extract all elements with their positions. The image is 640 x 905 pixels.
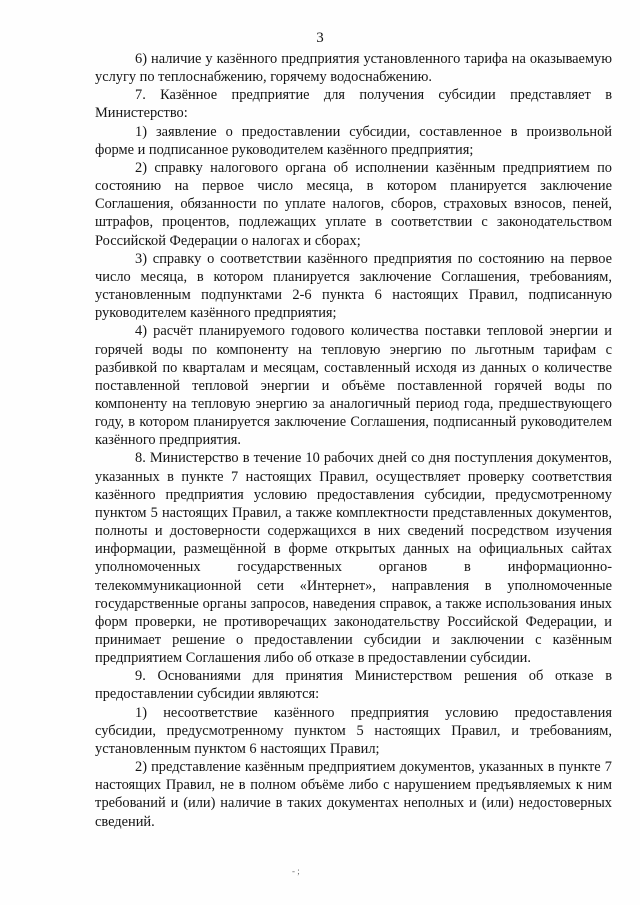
paragraph-item-9-1: 1) несоответствие казённого предприятия условию предоставления субсидии, предусмотренному пунктом 5 настоящих Правил, и требованиям, установленным пунктом 6 настоящих Правил; [95,704,612,757]
paragraph-item-9-2: 2) представление казённым предприятием документов, указанных в пункте 7 настоящих Правил, не в полном объёме либо с нарушением предъявляемых к ним требований и (или) наличие в таких документах неполных и (или) недостоверных сведений. [95,759,612,830]
paragraph-item-7-2: 2) справку налогового органа об исполнении казённым предприятием по состоянию на первое число месяца, в котором планируется заключение Соглашения, обязанности по уплате налогов, сборов, страховых взносов, пеней, штрафов, процентов, подлежащих уплате в соответствии с законодательством Российской Федерации о налогах и сборах; [95,159,612,249]
paragraph-item-7-1: 1) заявление о предоставлении субсидии, составленное в произвольной форме и подписанное руководителем казённого предприятия; [95,123,612,158]
paragraph-clause-9: 9. Основаниями для принятия Министерством решения об отказе в предоставлении субсидии являются: [95,668,612,703]
paragraph-item-7-3: 3) справку о соответствии казённого предприятия по состоянию на первое число месяца, в котором планируется заключение Соглашения, требованиям, установленным подпунктами 2-6 пункта 6 настоящих Правил, подписанную руководителем казённого предприятия; [95,250,612,322]
paragraph-item-7-4: 4) расчёт планируемого годового количества поставки тепловой энергии и горячей воды по компоненту на тепловую энергию по льготным тарифам с разбивкой по кварталам и месяцам, составленный исходя из данных о количестве поставленной тепловой энергии и объёме поставленной горячей воды по компоненту на тепловую энергию за аналогичный период года, предшествующего году, в котором планируется заключение Соглашения, подписанный руководителем казённого предприятия. [95,323,612,449]
paragraph-item-6: 6) наличие у казённого предприятия установленного тарифа на оказываемую услугу по теплоснабжению, горячему водоснабжению. [95,51,612,86]
page-number: 3 [316,30,324,46]
paragraph-clause-7: 7. Казённое предприятие для получения субсидии представляет в Министерство: [95,87,612,122]
scan-artifact: - ; [292,866,300,876]
document-body [95,50,612,831]
paragraph-clause-8: 8. Министерство в течение 10 рабочих дней со дня поступления документов, указанных в пункте 7 настоящих Правил, осуществляет проверку соответствия казённого предприятия условию предоставления субсидии, предусмотренному пунктом 5 настоящих Правил, а также комплектности представленных документов, полноты и достоверности содержащихся в них сведений посредством изучения информации, размещённой в форме открытых данных на официальных сайтах уполномоченных государственных органов в информационно-телекоммуникационной сети «Интернет», направления в уполномоченные государственные органы запросов, наведения справок, а также использования иных форм проверки, не противоречащих законодательству Российской Федерации, и принимает решение о предоставлении субсидии и заключении с казённым предприятием Соглашения либо об отказе в предоставлении субсидии. [95,450,612,667]
